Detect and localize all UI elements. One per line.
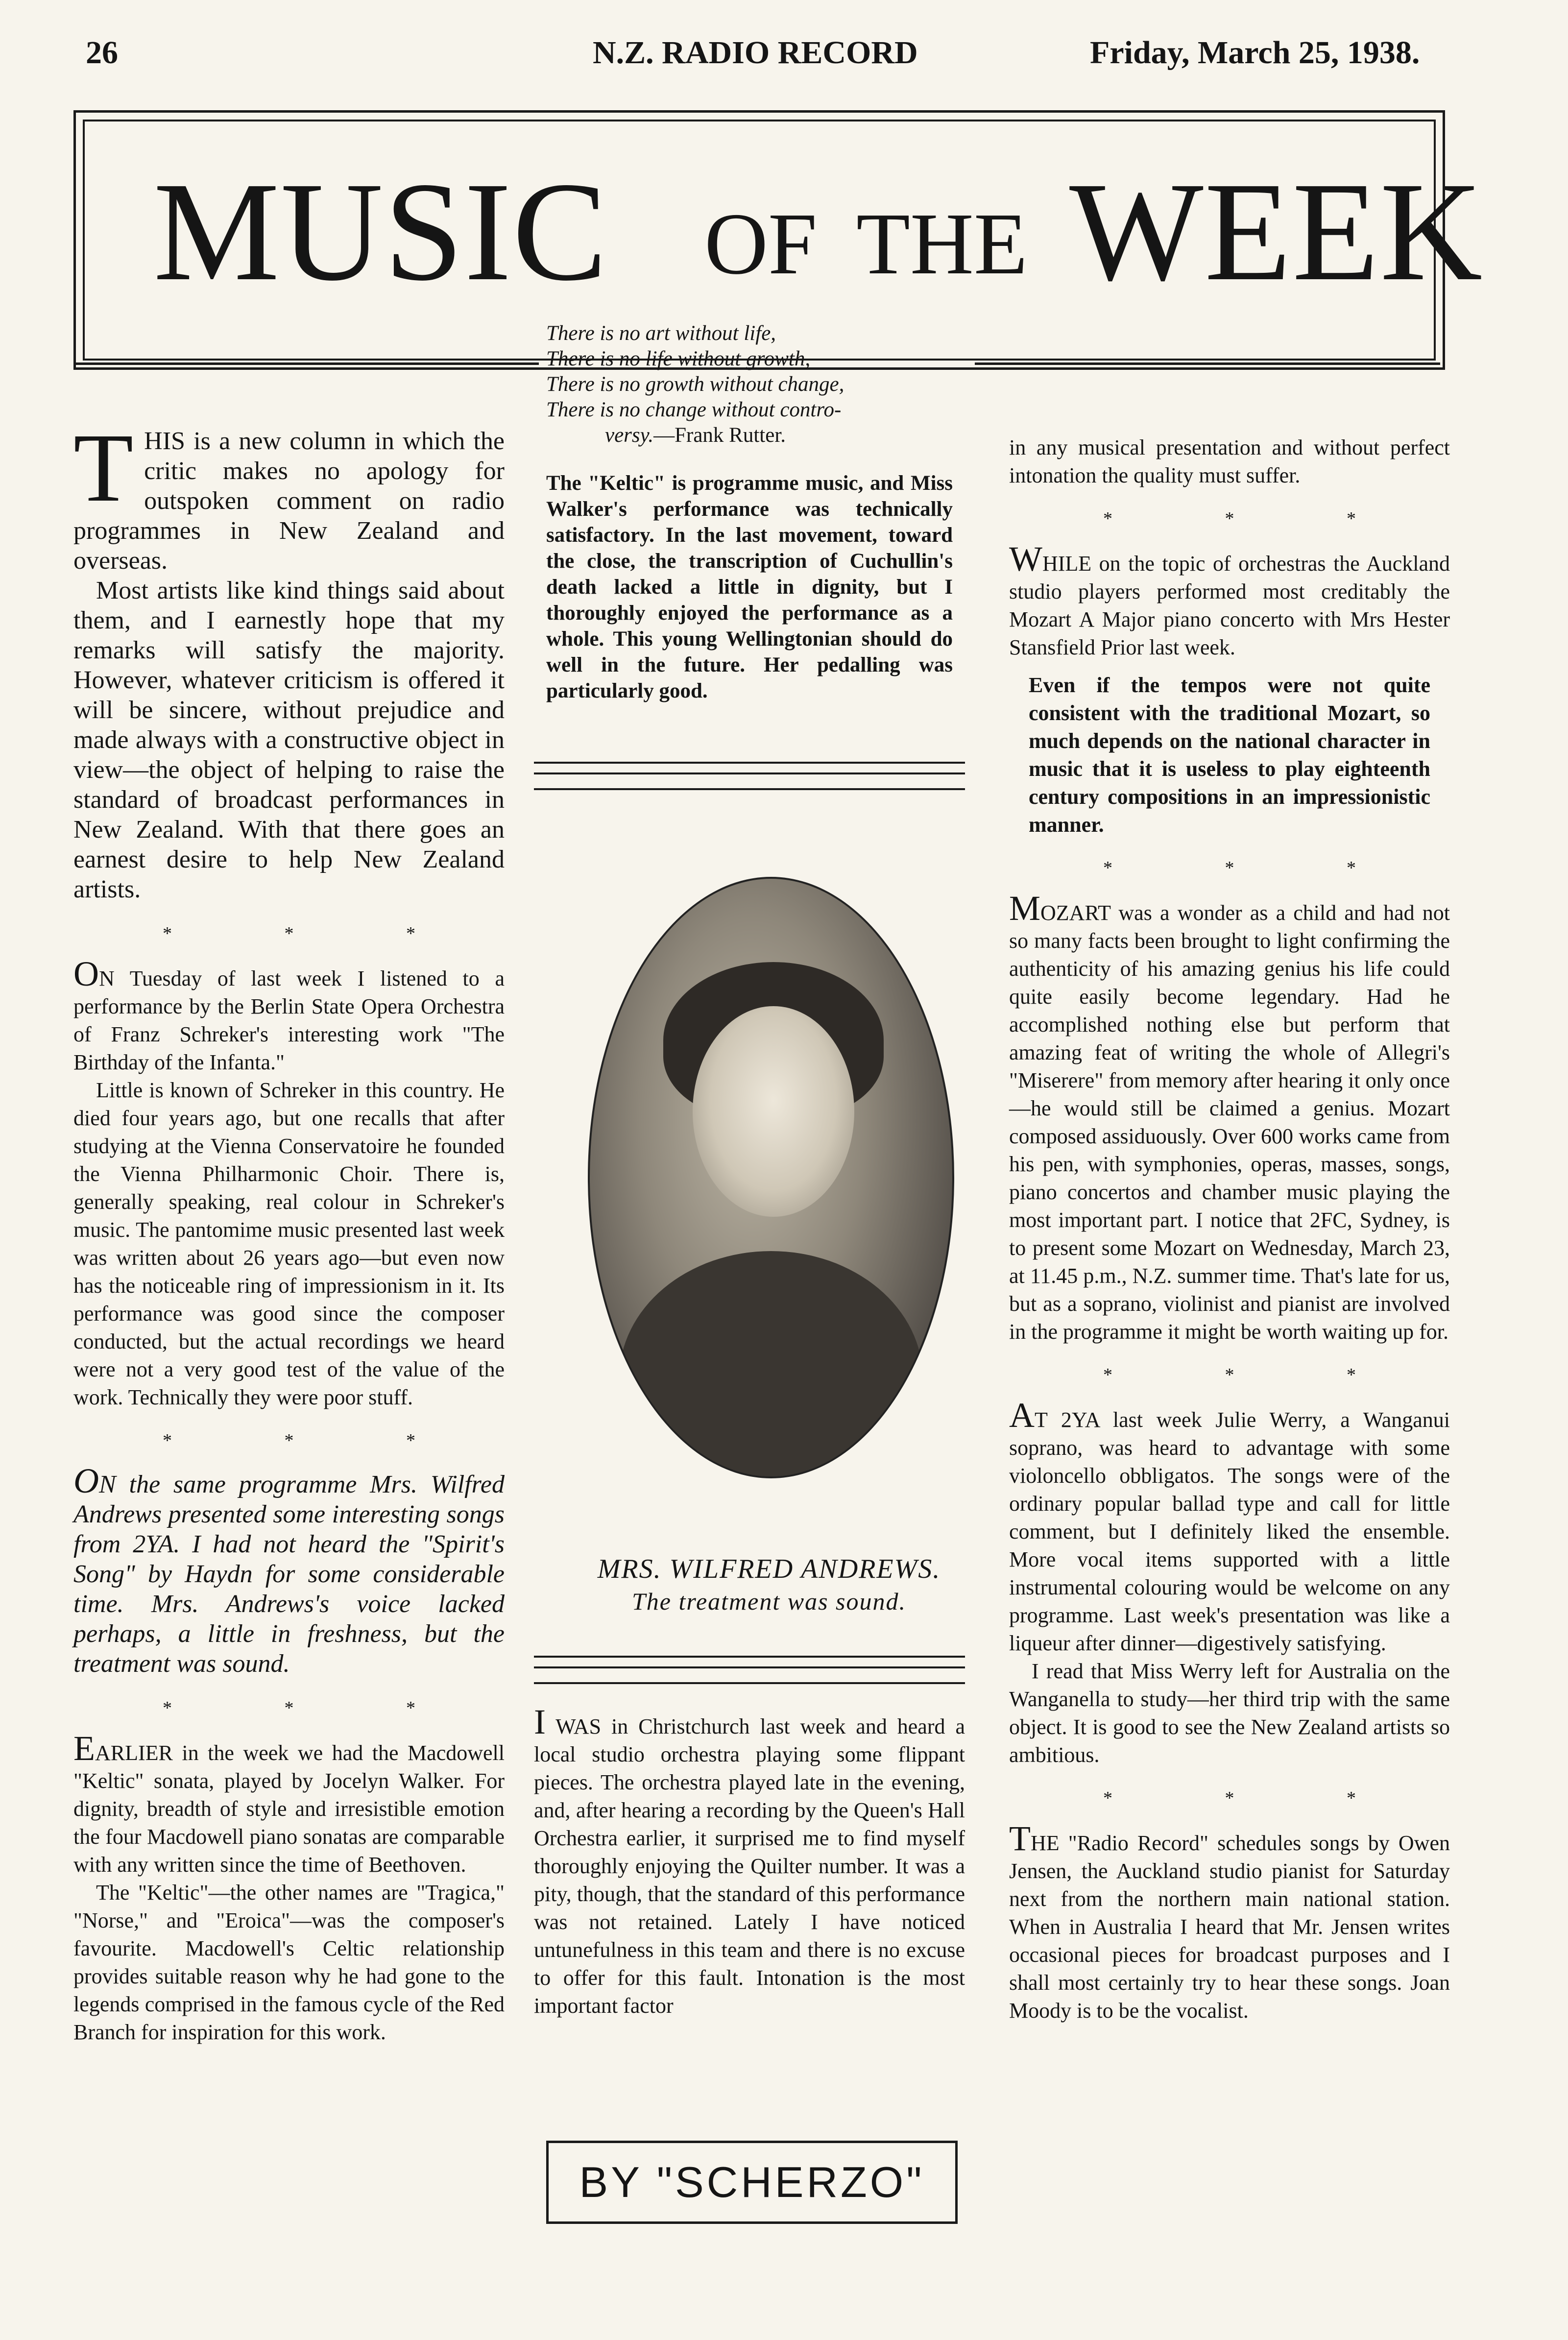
drop-cap: I	[534, 1702, 546, 1741]
macdowell-paragraph-1: EARLIER in the week we had the Macdowell "Keltic" sonata, played by Jocelyn Walker. For dignity, breadth of style and irresistible emotion the four Macdowell piano sonatas are comparable with any written since the time of Beethoven.	[73, 1729, 505, 1877]
christchurch-paragraph: I WAS in Christchurch last week and heard a local studio orchestra playing some flippant pieces. The orchestra played late in the evening, and, after hearing a recording by the Queen's Hall Orchestra earlier, it surprised me to find myself thoroughly enjoying the Quilter number. It was a pity, though, that the standard of this performance was not retained. Lately I have noticed untunefulness in this team and there is no excuse to offer for this fault. Intonation is the most important factor	[534, 1702, 965, 2018]
banner-rule-left	[73, 362, 539, 365]
drop-cap: T	[1009, 1819, 1031, 1858]
mozart-concerto-paragraph: WHILE on the topic of orchestras the Auckland studio players performed most creditably the Mozart A Major piano concerto with Mrs Hester Stansfield Prior last week.	[1009, 539, 1450, 659]
drop-cap: W	[1009, 539, 1042, 579]
section-divider-stars: * * *	[1103, 1365, 1410, 1385]
schreker-paragraph-1: ON Tuesday of last week I listened to a performance by the Berlin State Opera Orchestra of Franz Schreker's interesting work "The Birthday of the Infanta."	[73, 954, 505, 1074]
epigraph-attribution: —Frank Rutter.	[653, 424, 786, 447]
jensen-paragraph: THE "Radio Record" schedules songs by Owen Jensen, the Auckland studio pianist for Saturday next from the northern main national station. When in Australia I heard that Mr. Jensen writes occasional pieces for broadcast purposes and I shall most certainly try to hear these songs. Joan Moody is to be the vocalist.	[1009, 1819, 1450, 2023]
mozart-genius-paragraph: MOZART was a wonder as a child and had not so many facts been brought to light confirming the authenticity of his amazing genius his life could quite easily become legendary. Had he accomplished nothing else but perform that amazing feat of writing the whole of Allegri's "Miserere" from memory after hearing it only once—he would still be claimed a genius. Mozart composed assiduously. Over 600 works came from his pen, with symphonies, operas, masses, songs, piano concertos and chamber music playing the most important part. I notice that 2FC, Sydney, is to present some Mozart on Wednesday, March 23, at 11.45 p.m., N.Z. summer time. That's late for us, but as a soprano, violinist and pianist are involved in the programme it might be worth waiting up for.	[1009, 889, 1450, 1344]
keltic-bold-paragraph: The "Keltic" is programme music, and Miss Walker's performance was technically satisfactory. In the last movement, toward the close, the transcription of Cuchullin's death lacked a little in dignity, but I thoroughly enjoyed the performance as a whole. This young Wellingtonian should do well in the future. Her pedalling was particularly good.	[546, 472, 953, 702]
andrews-paragraph: ON the same programme Mrs. Wilfred Andrews presented some interesting songs from 2YA. I had not heard the "Spirit's Song" by Haydn for some considerable time. Mrs. Andrews's voice lacked perhaps, a little in freshness, but the treatment was sound.	[73, 1461, 505, 1678]
werry-paragraph-2: I read that Miss Werry left for Australia on the Wanganella to study—her third trip with the same object. It is good to see the New Zealand artists so ambitious.	[1009, 1659, 1450, 1767]
drop-cap: O	[73, 1461, 99, 1500]
publication-name: N.Z. RADIO RECORD	[593, 35, 918, 71]
drop-cap: E	[73, 1729, 95, 1768]
macdowell-paragraph-2: The "Keltic"—the other names are "Tragica," "Norse," and "Eroica"—was the composer's favourite. Macdowell's Celtic relationship provides suitable reason why he had gone to the legends comprised in the famous cycle of the Red Branch for inspiration for this work.	[73, 1881, 505, 2044]
issue-date: Friday, March 25, 1938.	[1090, 35, 1420, 71]
title-word-of: OF	[704, 195, 818, 292]
title-word-week: WEEK	[1069, 153, 1484, 310]
intonation-continuation: in any musical presentation and without perfect intonation the quality must suffer.	[1009, 435, 1450, 487]
section-divider-stars: * * *	[1103, 508, 1410, 529]
column-left	[73, 414, 505, 2046]
section-divider-stars: * * *	[163, 1698, 469, 1718]
drop-cap: M	[1009, 889, 1041, 928]
epigraph-line: There is no change without contro-	[546, 398, 842, 421]
portrait-face	[693, 1006, 854, 1217]
author-byline: BY "SCHERZO"	[546, 2141, 958, 2224]
caption-name: MRS. WILFRED ANDREWS.	[597, 1554, 941, 1584]
portrait-photo	[588, 877, 954, 1478]
column-right	[1009, 434, 1450, 2025]
schreker-paragraph-2: Little is known of Schreker in this country. He died four years ago, but one recalls that after studying at the Vienna Conservatoire he founded the Vienna Philharmonic Choir. There is, generally speaking, real colour in Schreker's music. The pantomime music presented last week was written about 26 years ago—but even now has the noticeable ring of impressionism in it. Its performance was good since the composer conducted, but the actual recordings we heard were not a very good test of the value of the work. Technically they were poor stuff.	[73, 1078, 505, 1409]
caption-subtitle: The treatment was sound.	[631, 1588, 907, 1615]
epigraph-line: There is no life without growth,	[546, 347, 811, 370]
wavy-divider	[534, 1656, 965, 1684]
section-divider-stars: * * *	[1103, 858, 1410, 878]
title-word-music: MUSIC	[153, 153, 608, 310]
section-divider-stars: * * *	[1103, 1788, 1410, 1809]
epigraph-line: There is no art without life,	[546, 322, 776, 345]
portrait-shoulders	[619, 1251, 923, 1478]
section-divider-stars: * * *	[163, 923, 469, 944]
epigraph-line: versy.	[605, 424, 654, 447]
title-word-the: THE	[856, 195, 1028, 292]
intro-paragraph-2: Most artists like kind things said about them, and I earnestly hope that my remarks will satisfy the majority. However, whatever criticism is offered it will be sincere, without prejudice and made always with a constructive object in view—the object of helping to raise the standard of broadcast performances in New Zealand. With that there goes an earnest desire to help New Zealand artists.	[73, 577, 505, 903]
tempos-bold-paragraph: Even if the tempos were not quite consistent with the traditional Mozart, so much depends on the national character in music that it is useless to play eighteenth century compositions in an impressionistic manner.	[1029, 673, 1430, 837]
drop-cap: T	[73, 414, 134, 522]
photo-caption	[534, 1553, 1004, 1617]
drop-cap: O	[73, 954, 99, 993]
wavy-divider	[534, 762, 965, 790]
epigraph-line: There is no growth without change,	[546, 373, 844, 396]
banner-rule-right	[975, 362, 1440, 365]
drop-cap: A	[1009, 1396, 1035, 1435]
section-divider-stars: * * *	[163, 1430, 469, 1451]
page-number: 26	[86, 35, 118, 71]
epigraph	[546, 321, 967, 448]
intro-paragraph: THIS is a new column in which the critic makes no apology for outspoken comment on radio programmes in New Zealand and overseas.	[73, 414, 505, 575]
werry-paragraph-1: AT 2YA last week Julie Werry, a Wanganui soprano, was heard to advantage with some violoncello obbligatos. The songs were of the ordinary popular ballad type and call for little comment, but I definitely liked the ensemble. More vocal items supported with a little instrumental colouring would be welcome on any programme. Last week's presentation was like a liqueur after dinner—digestively satisfying.	[1009, 1396, 1450, 1655]
